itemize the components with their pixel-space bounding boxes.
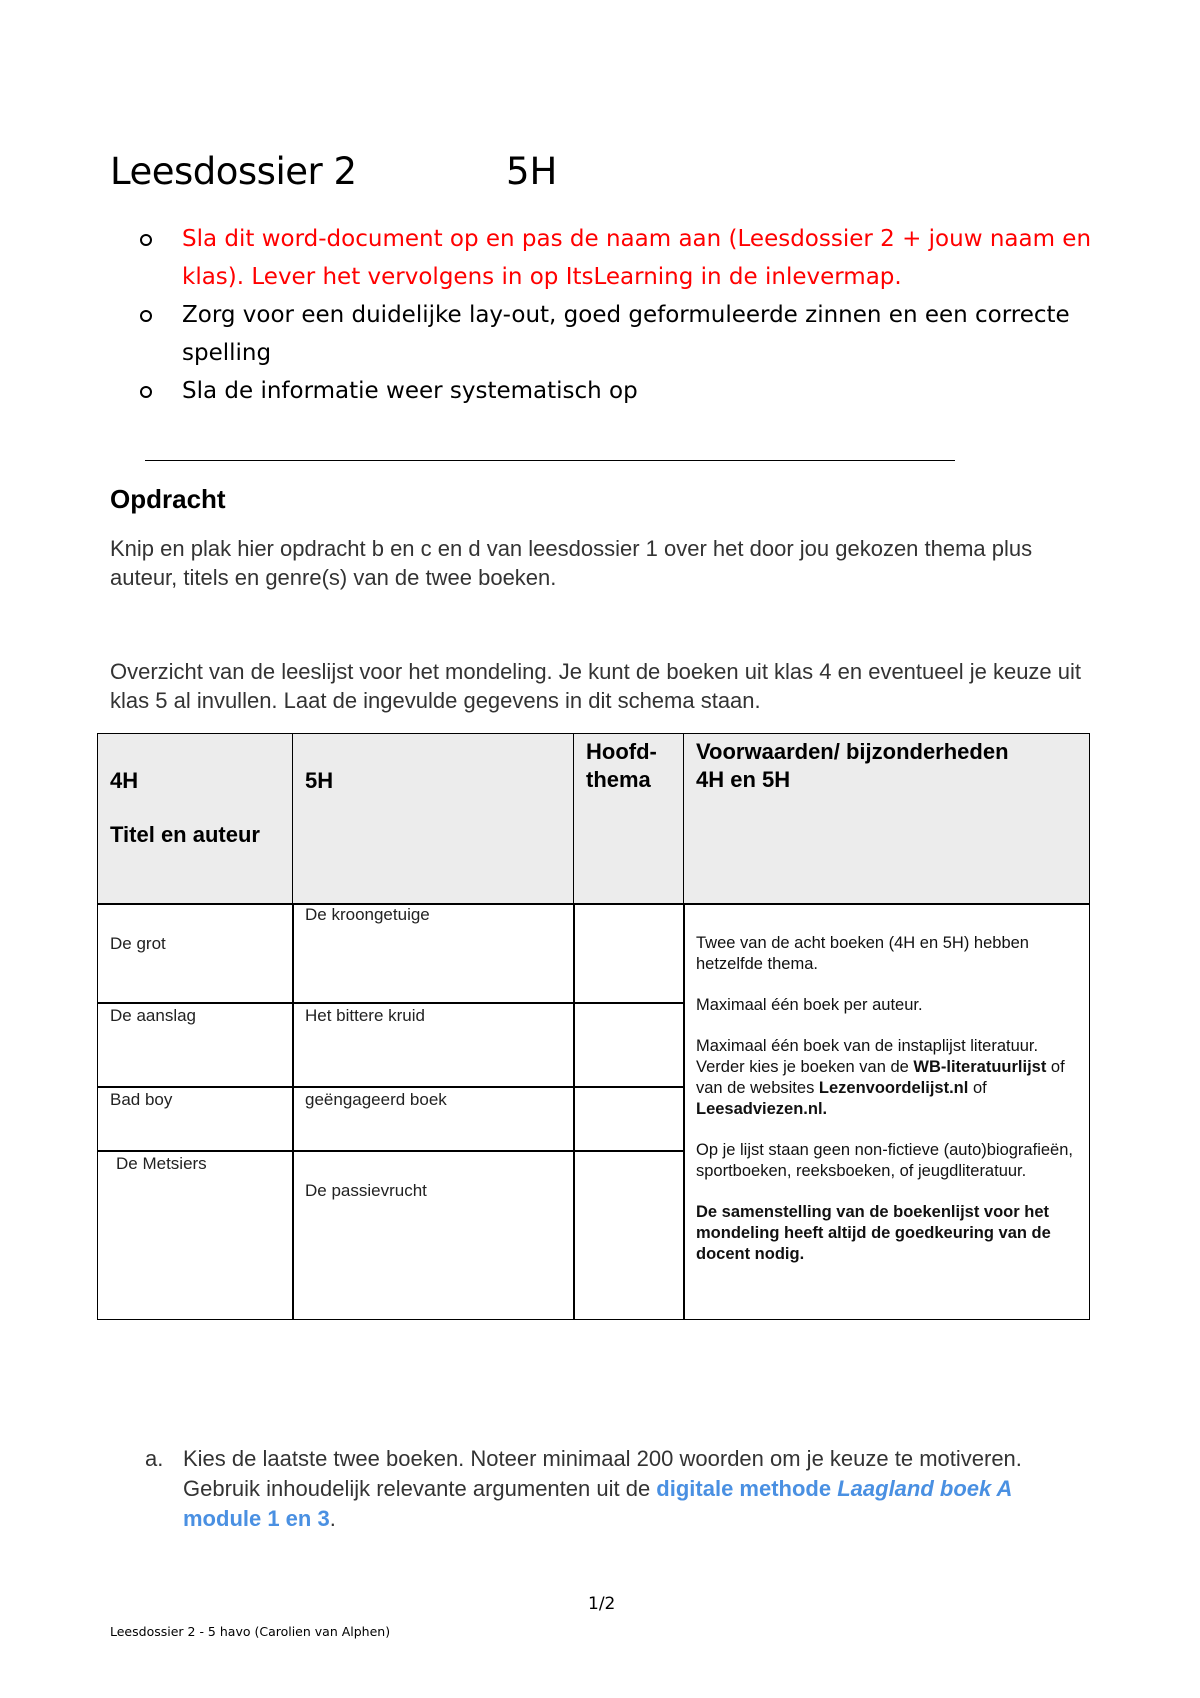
table-row-4-col-5h (292, 1150, 575, 1320)
table-row-2-col-4h (97, 1002, 294, 1088)
conditions-notes (696, 933, 1081, 1285)
method-link-part1: digitale methode (656, 1476, 838, 1501)
header-thema-label: thema (586, 767, 651, 792)
table-header-voorwaarden (683, 733, 1090, 905)
table-row-3-col-5h (292, 1086, 575, 1152)
table-row-1-col-5h (292, 903, 575, 1004)
horizontal-divider (145, 460, 955, 461)
instruction-list (140, 220, 1100, 410)
note-sources-text: Maximaal één boek van de instaplijst literatuur. Verder kies je boeken van de (696, 1037, 1039, 1076)
book-title: De kroongetuige (305, 905, 430, 924)
header-title-author-label: Titel en auteur (110, 822, 260, 847)
wb-list-name: WB-literatuurlijst (913, 1058, 1047, 1076)
instruction-text: Sla de informatie weer systematisch op (182, 378, 638, 404)
instruction-item (140, 220, 1100, 296)
question-end: . (329, 1506, 336, 1531)
table-row-3-col-thema (573, 1086, 685, 1152)
method-link-modules: module 1 en 3 (183, 1506, 330, 1531)
instruction-item (140, 372, 1100, 410)
question-letter: a. (145, 1446, 164, 1471)
class-label: 5H (506, 150, 558, 193)
method-link-book: Laagland boek A (837, 1476, 1013, 1501)
header-voorwaarden-label: Voorwaarden/ bijzonderheden (696, 739, 1009, 764)
reading-list-table (97, 733, 1090, 1320)
book-title: geëngageerd boek (305, 1090, 447, 1109)
instruction-text: Zorg voor een duidelijke lay-out, goed geformuleerde zinnen en een correcte spelling (182, 302, 1070, 366)
book-title: De aanslag (110, 1006, 197, 1025)
instruction-text: Sla dit word-document op en pas de naam aan (Leesdossier 2 + jouw naam en klas). Lever het vervolgens in op ItsLearning in de inlevermap. (182, 226, 1092, 290)
circle-bullet-icon (140, 310, 152, 322)
header-5h-label: 5H (305, 768, 334, 793)
table-row-4-col-thema (573, 1150, 685, 1320)
note-approval: De samenstelling van de boekenlijst voor het mondeling heeft altijd de goedkeuring van de docent nodig. (696, 1203, 1051, 1263)
header-hoofdthema-text (586, 738, 657, 794)
note-one-per-author: Maximaal één boek per auteur. (696, 996, 923, 1014)
note-excluded-genres: Op je lijst staan geen non-fictieve (auto)biografieën, sportboeken, reeksboeken, of jeugdliteratuur. (696, 1141, 1073, 1180)
book-title: Bad boy (110, 1090, 173, 1109)
website-lezenvoordelijst: Lezenvoordelijst.nl (818, 1079, 969, 1097)
instruction-item (140, 296, 1100, 372)
book-title: De Metsiers (116, 1154, 207, 1173)
conditions-notes-cell (683, 903, 1090, 1320)
header-voorwaarden-text (696, 738, 1009, 794)
table-header-5h (292, 733, 575, 905)
question-body: Kies de laatste twee boeken. Noteer minimaal 200 woorden om je keuze te motiveren. Gebruik inhoudelijk relevante argumenten uit de (183, 1446, 1022, 1501)
note-sources (696, 1036, 1081, 1120)
section-heading-opdracht: Opdracht (110, 484, 226, 514)
opdracht-paragraph: Knip en plak hier opdracht b en c en d van leesdossier 1 over het door jou gekozen thema plus auteur, titels en genre(s) van de twee boeken. (110, 536, 1033, 590)
header-hoofd-label: Hoofd- (586, 739, 657, 764)
note-sources-text-2: of van de websites (696, 1058, 1065, 1097)
header-4h5h-label: 4H en 5H (696, 767, 791, 792)
note-same-theme: Twee van de acht boeken (4H en 5H) hebben hetzelfde thema. (696, 934, 1029, 973)
table-header-hoofdthema (573, 733, 685, 905)
table-row-2-col-thema (573, 1002, 685, 1088)
table-row-1-col-4h (97, 903, 294, 1004)
book-title: De grot (110, 934, 166, 953)
page-footer: Leesdossier 2 - 5 havo (Carolien van Alphen) (110, 1624, 391, 1639)
table-row-2-col-5h (292, 1002, 575, 1088)
book-title: Het bittere kruid (305, 1006, 425, 1025)
circle-bullet-icon (140, 386, 152, 398)
question-text (183, 1444, 1045, 1534)
book-title: De passievrucht (305, 1181, 427, 1200)
page-title: Leesdossier 2 (110, 150, 357, 193)
page-number: 1/2 (588, 1594, 616, 1614)
table-row-1-col-thema (573, 903, 685, 1004)
table-row-3-col-4h (97, 1086, 294, 1152)
note-sources-or: of (968, 1079, 987, 1097)
leeslijst-paragraph: Overzicht van de leeslijst voor het mondeling. Je kunt de boeken uit klas 4 en eventueel je keuze uit klas 5 al invullen. Laat de ingevulde gegevens in dit schema staan. (110, 659, 1082, 713)
website-leesadviezen: Leesadviezen.nl. (696, 1100, 828, 1118)
header-4h-label: 4H (110, 768, 139, 793)
table-row-4-col-4h (97, 1150, 294, 1320)
table-header-4h (97, 733, 294, 905)
question-a (145, 1444, 1045, 1534)
circle-bullet-icon (140, 234, 152, 246)
